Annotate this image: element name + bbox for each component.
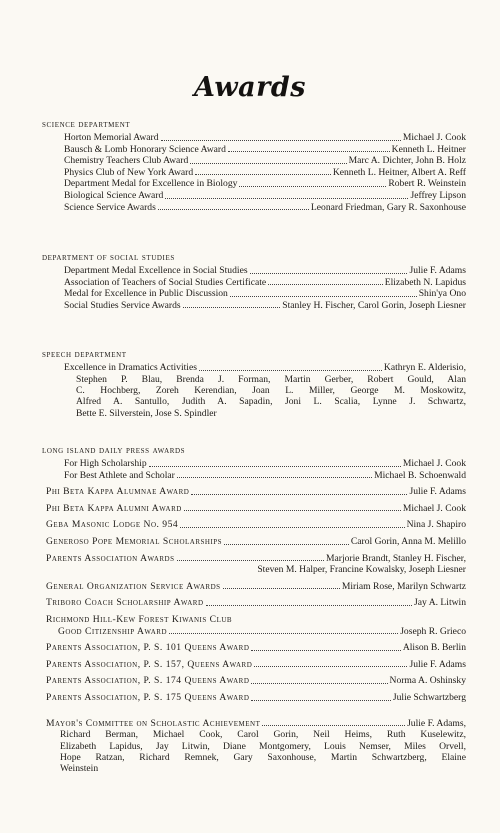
- recipient-continuation: Elizabeth Lapidus, Jay Litwin, Diane Montgomery, Louis Nemser, Miles Orvell,: [60, 740, 466, 752]
- award-name: Generoso Pope Memorial Scholarships: [46, 535, 223, 547]
- award-row: [42, 597, 466, 609]
- award-row: [42, 470, 466, 482]
- leader-dots: [206, 605, 412, 606]
- recipient-continuation: Steven M. Halper, Francine Kowalsky, Joseph Liesner: [257, 564, 466, 576]
- leader-dots: [195, 174, 331, 175]
- award-name: Horton Memorial Award: [64, 132, 159, 143]
- award-name: Science Service Awards: [64, 201, 156, 213]
- award-name: Parents Association, P. S. 101 Queens Award: [46, 642, 250, 654]
- leader-dots: [161, 140, 401, 141]
- award-recipient: Leonard Friedman, Gary R. Saxonhouse: [310, 201, 466, 213]
- leader-dots: [183, 307, 281, 308]
- recipient-continuation: Bette E. Silverstein, Jose S. Spindler: [76, 407, 217, 419]
- award-name: Social Studies Service Awards: [64, 299, 181, 311]
- recipient-continuation: Richard Berman, Michael Cook, Carol Gorin, Neil Heims, Ruth Kuselewitz,: [60, 729, 466, 741]
- leader-dots: [262, 725, 405, 726]
- award-name: For Best Athlete and Scholar: [64, 469, 175, 481]
- award-recipient: Joseph R. Grieco: [400, 625, 466, 637]
- award-recipient: Stanley H. Fischer, Carol Gorin, Joseph Liesner: [282, 299, 466, 311]
- award-recipient: Michael B. Schoenwald: [374, 469, 466, 481]
- award-row: [42, 155, 466, 167]
- leader-dots: [251, 683, 387, 684]
- award-row: [42, 642, 466, 654]
- recipient-continuation: Alfred A. Santullo, Judith A. Sapadin, Joni L. Scalia, Lynne J. Schwartz,: [76, 396, 466, 408]
- leader-dots: [268, 284, 383, 285]
- award-name: Phi Beta Kappa Alumni Award: [46, 502, 182, 514]
- award-row: [42, 553, 466, 565]
- social-studies-section: [42, 253, 466, 311]
- science-section: [42, 120, 466, 213]
- recipient-continuation-row: [42, 564, 466, 576]
- award-recipient: Nina J. Shapiro: [406, 519, 466, 531]
- award-row: [42, 167, 466, 179]
- award-recipient: Julie F. Adams: [409, 265, 466, 276]
- award-recipient: Marjorie Brandt, Stanley H. Fischer,: [325, 552, 466, 564]
- speech-section: [42, 350, 466, 419]
- award-row: [42, 178, 466, 190]
- award-recipient: Julie F. Adams: [409, 486, 466, 498]
- award-name: Phi Beta Kappa Alumnae Award: [46, 486, 190, 498]
- award-name: Association of Teachers of Social Studies Certificate: [64, 276, 267, 288]
- award-recipient: Kathryn E. Alderisio,: [383, 362, 466, 373]
- award-recipient: Jay A. Litwin: [414, 597, 466, 609]
- award-row: [42, 519, 466, 531]
- award-name: Medal for Excellence in Public Discussion: [64, 288, 228, 300]
- award-row: [42, 718, 466, 730]
- award-name: Geba Masonic Lodge No. 954: [46, 519, 179, 531]
- award-name: Bausch & Lomb Honorary Science Award: [64, 143, 226, 155]
- leader-dots: [184, 510, 401, 511]
- award-name: Excellence in Dramatics Activities: [64, 362, 197, 373]
- award-recipient: Michael J. Cook: [402, 502, 466, 514]
- recipient-continuation: Hope Ratzan, Richard Remnek, Gary Saxonhouse, Martin Schwartzberg, Elaine: [60, 751, 466, 763]
- award-heading-row: [42, 614, 466, 626]
- award-name: General Organization Service Awards: [46, 580, 221, 592]
- award-recipient: Elizabeth N. Lapidus: [384, 276, 466, 288]
- award-row: [42, 288, 466, 300]
- section-heading: science department: [42, 120, 131, 130]
- award-row: [42, 265, 466, 277]
- leader-dots: [228, 151, 390, 152]
- leader-dots: [177, 560, 324, 561]
- award-name: Chemistry Teachers Club Award: [64, 155, 189, 167]
- recipient-continuation: C. Hochberg, Zoreh Kerendian, Joan L. Miller, George M. Moskowitz,: [76, 385, 466, 396]
- section-heading: speech department: [42, 350, 127, 360]
- award-recipient: Julie F. Adams: [409, 658, 466, 670]
- leader-dots: [169, 633, 398, 634]
- award-row: [42, 659, 466, 671]
- award-name: Good Citizenship Award: [58, 625, 168, 637]
- award-recipient: Michael J. Cook: [402, 132, 466, 143]
- award-recipient: Kenneth L. Heitner, Albert A. Reff: [332, 166, 466, 178]
- award-list: [42, 642, 466, 703]
- leader-dots: [251, 650, 400, 651]
- award-row: [42, 675, 466, 687]
- award-recipient: Shin'ya Ono: [418, 288, 466, 300]
- award-list: [42, 132, 466, 213]
- award-recipient: Julie F. Adams,: [407, 717, 466, 729]
- award-name: Parents Association Awards: [46, 552, 175, 564]
- leader-dots: [224, 544, 349, 545]
- award-recipient: Kenneth L. Heitner: [391, 143, 466, 155]
- award-list: [42, 486, 466, 547]
- other-awards-section: [42, 446, 466, 775]
- award-recipient: Carol Gorin, Anna M. Melillo: [350, 535, 466, 547]
- page-title: Awards: [194, 72, 306, 103]
- award-name: Mayor's Committee on Scholastic Achievement: [46, 717, 261, 729]
- award-row: [42, 202, 466, 214]
- leader-dots: [254, 666, 407, 667]
- leader-dots: [223, 588, 340, 589]
- award-list: [42, 265, 466, 311]
- award-recipient: Robert R. Weinstein: [388, 178, 466, 190]
- award-row: [42, 300, 466, 312]
- award-row: [42, 626, 466, 638]
- award-row: [42, 132, 466, 144]
- award-recipient: Norma A. Oshinsky: [389, 675, 466, 687]
- award-recipient: Alison B. Berlin: [402, 642, 466, 654]
- leader-dots: [250, 273, 408, 274]
- award-row: [42, 503, 466, 515]
- leader-dots: [180, 527, 404, 528]
- section-heading: department of social studies: [42, 253, 175, 263]
- leader-dots: [230, 296, 417, 297]
- leader-dots: [149, 466, 401, 467]
- award-name: Richmond Hill-Kew Forest Kiwanis Club: [46, 613, 233, 625]
- award-name: Department Medal for Excellence in Biology: [64, 178, 238, 190]
- award-row: [42, 362, 466, 374]
- award-name: Parents Association, P. S. 174 Queens Award: [46, 675, 250, 687]
- award-name: Parents Association, P. S. 175 Queens Award: [46, 691, 250, 703]
- award-row: [42, 144, 466, 156]
- award-recipient: Michael J. Cook: [402, 458, 466, 469]
- leader-dots: [251, 700, 391, 701]
- award-list: [42, 581, 466, 609]
- section-heading: long island daily press awards: [42, 446, 186, 456]
- award-row: [42, 277, 466, 289]
- award-row: [42, 581, 466, 593]
- award-recipient: Jeffrey Lipson: [410, 189, 466, 201]
- award-name: Physics Club of New York Award: [64, 166, 194, 178]
- leader-dots: [158, 209, 309, 210]
- award-row: [42, 536, 466, 548]
- award-row: [42, 190, 466, 202]
- award-name: Biological Science Award: [64, 189, 164, 201]
- award-row: [42, 692, 466, 704]
- leader-dots: [165, 198, 408, 199]
- award-name: Triboro Coach Scholarship Award: [46, 597, 204, 609]
- award-name: For High Scholarship: [64, 458, 147, 469]
- leader-dots: [190, 163, 346, 164]
- leader-dots: [199, 370, 382, 371]
- recipient-continuation: Weinstein: [60, 763, 99, 775]
- leader-dots: [239, 186, 386, 187]
- leader-dots: [191, 494, 407, 495]
- award-recipient: Marc A. Dichter, John B. Holz: [348, 155, 466, 167]
- award-name: Parents Association, P. S. 157, Queens Award: [46, 658, 253, 670]
- award-row: [42, 486, 466, 498]
- leader-dots: [177, 477, 372, 478]
- award-row: [42, 458, 466, 470]
- award-name: Department Medal Excellence in Social Studies: [64, 265, 248, 276]
- award-recipient: Miriam Rose, Marilyn Schwartz: [341, 580, 466, 592]
- award-recipient: Julie Schwartzberg: [392, 691, 466, 703]
- recipient-continuation: Stephen P. Blau, Brenda J. Forman, Martin Gerber, Robert Gould, Alan: [76, 373, 466, 385]
